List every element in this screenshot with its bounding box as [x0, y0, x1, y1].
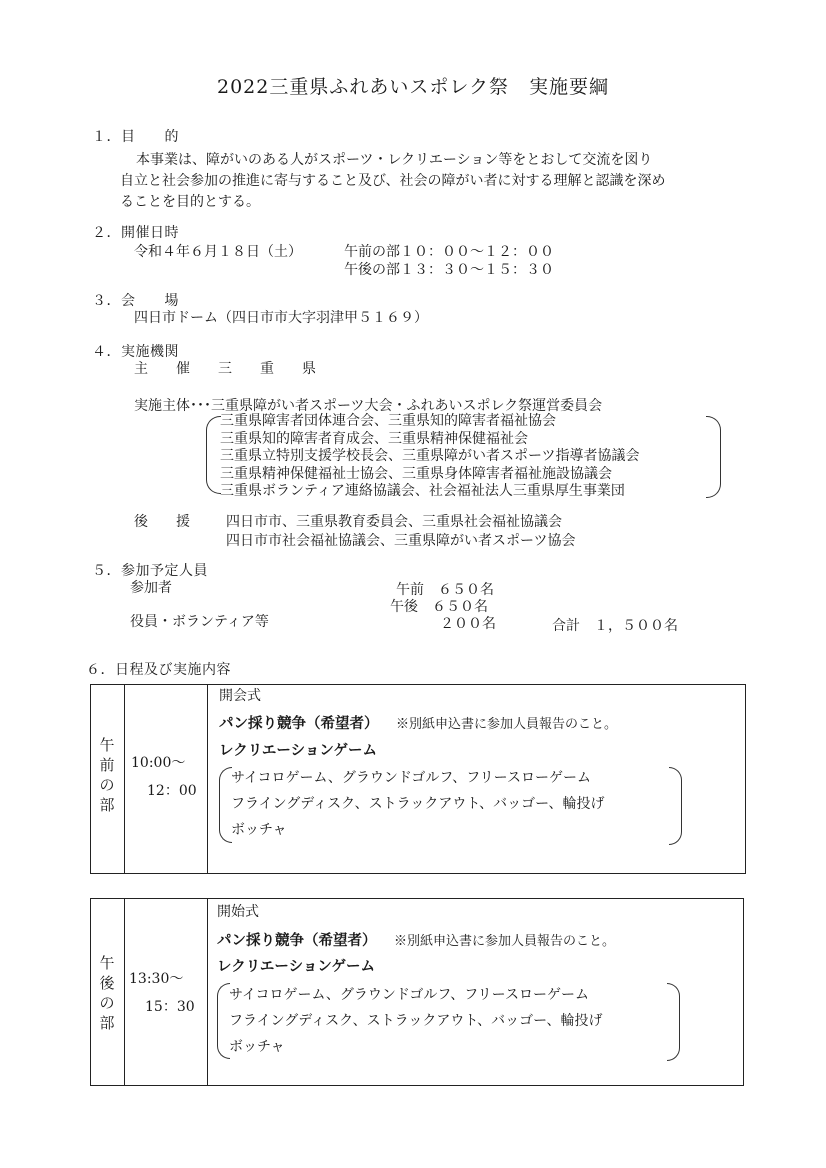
am-event-note: ※別紙申込書に参加人員報告のこと。	[396, 717, 618, 732]
organizer-member: 三重県ボランティア連絡協議会、社会福祉法人三重県厚生事業団	[220, 483, 625, 499]
organizer-member: 三重県知的障害者育成会、三重県精神保健福祉会	[220, 430, 528, 447]
section-4-heading: ４．実施機関	[92, 344, 179, 360]
am-time-end: 12：00	[147, 783, 197, 799]
am-session-time: 午前の部１０：００～１２：００	[344, 244, 554, 260]
am-game-line: サイコロゲーム、グラウンドゴルフ、フリースローゲーム	[231, 770, 591, 786]
event-date: 令和４年６月１８日（土）	[134, 244, 302, 260]
staff-count: ２００名	[440, 616, 496, 632]
am-event-recreation: レクリエーションゲーム	[219, 743, 378, 759]
organizer-member: 三重県精神保健福祉士協会、三重県身体障害者福祉施設協議会	[220, 465, 612, 482]
left-bracket	[206, 416, 221, 494]
right-bracket	[706, 416, 721, 498]
section-6-heading: ６．日程及び実施内容	[86, 662, 231, 678]
pm-event-recreation: レクリエーションゲーム	[217, 959, 376, 975]
participants-label: 参加者	[130, 580, 172, 596]
pm-event-bread-race: パン採り競争（希望者）	[217, 933, 377, 949]
pm-time-start: 13:30～	[129, 971, 184, 987]
section-2-heading: ２．開催日時	[92, 225, 179, 241]
support-label: 後 援	[134, 514, 190, 530]
am-schedule-box	[90, 684, 746, 874]
am-game-line: ボッチャ	[231, 822, 287, 838]
support-line-2: 四日市市社会福祉協議会、三重県障がい者スポーツ協会	[226, 533, 576, 549]
pm-schedule-box	[90, 898, 744, 1086]
am-event-bread-race: パン採り競争（希望者）	[219, 716, 379, 732]
section-3-heading: ３．会 場	[92, 293, 179, 309]
am-time-start: 10:00～	[131, 755, 186, 771]
am-game-line: フライングディスク、ストラックアウト、バッゴー、輪投げ	[231, 796, 605, 812]
document-title: 2022三重県ふれあいスポレク祭 実施要綱	[217, 76, 609, 98]
host: 主 催 三 重 県	[134, 361, 316, 377]
purpose-line-1: 本事業は、障がいのある人がスポーツ・レクリエーション等をとおして交流を図り	[136, 152, 653, 168]
pm-game-line: サイコロゲーム、グラウンドゴルフ、フリースローゲーム	[229, 987, 589, 1003]
support-line-1: 四日市市、三重県教育委員会、三重県社会福祉協議会	[226, 514, 562, 530]
section-1-heading: １．目 的	[92, 129, 179, 145]
pm-participants: 午後 ６５０名	[390, 599, 488, 615]
purpose-line-2: 自立と社会参加の推進に寄与すること及び、社会の障がい者に対する理解と認識を深め	[120, 173, 666, 189]
pm-time-end: 15：30	[145, 999, 195, 1015]
venue: 四日市ドーム（四日市市大字羽津甲５１６９）	[134, 310, 428, 326]
am-participants: 午前 ６５０名	[396, 582, 494, 598]
organizer-member: 三重県立特別支援学校長会、三重県障がい者スポーツ指導者協議会	[220, 448, 640, 464]
pm-ceremony: 開始式	[217, 904, 259, 920]
organizer-member: 三重県障害者団体連合会、三重県知的障害者福祉協会	[220, 413, 556, 429]
organizer-main: 実施主体･･･三重県障がい者スポーツ大会・ふれあいスポレク祭運営委員会	[134, 398, 603, 414]
pm-game-line: フライングディスク、ストラックアウト、バッゴー、輪投げ	[229, 1013, 603, 1029]
total-count: 合計 １，５００名	[552, 618, 678, 634]
staff-label: 役員・ボランティア等	[130, 614, 269, 630]
pm-games-right-bracket	[667, 983, 680, 1061]
am-games-right-bracket	[669, 767, 682, 845]
am-ceremony: 開会式	[219, 688, 261, 704]
pm-period-label: 午後の部	[99, 954, 115, 1032]
section-5-heading: ５．参加予定人員	[92, 563, 208, 579]
purpose-line-3: ることを目的とする。	[120, 194, 260, 210]
pm-game-line: ボッチャ	[229, 1039, 285, 1055]
am-period-label: 午前の部	[99, 736, 115, 814]
pm-event-note: ※別紙申込書に参加人員報告のこと。	[394, 934, 616, 949]
pm-session-time: 午後の部１３：３０～１５：３０	[344, 262, 554, 278]
